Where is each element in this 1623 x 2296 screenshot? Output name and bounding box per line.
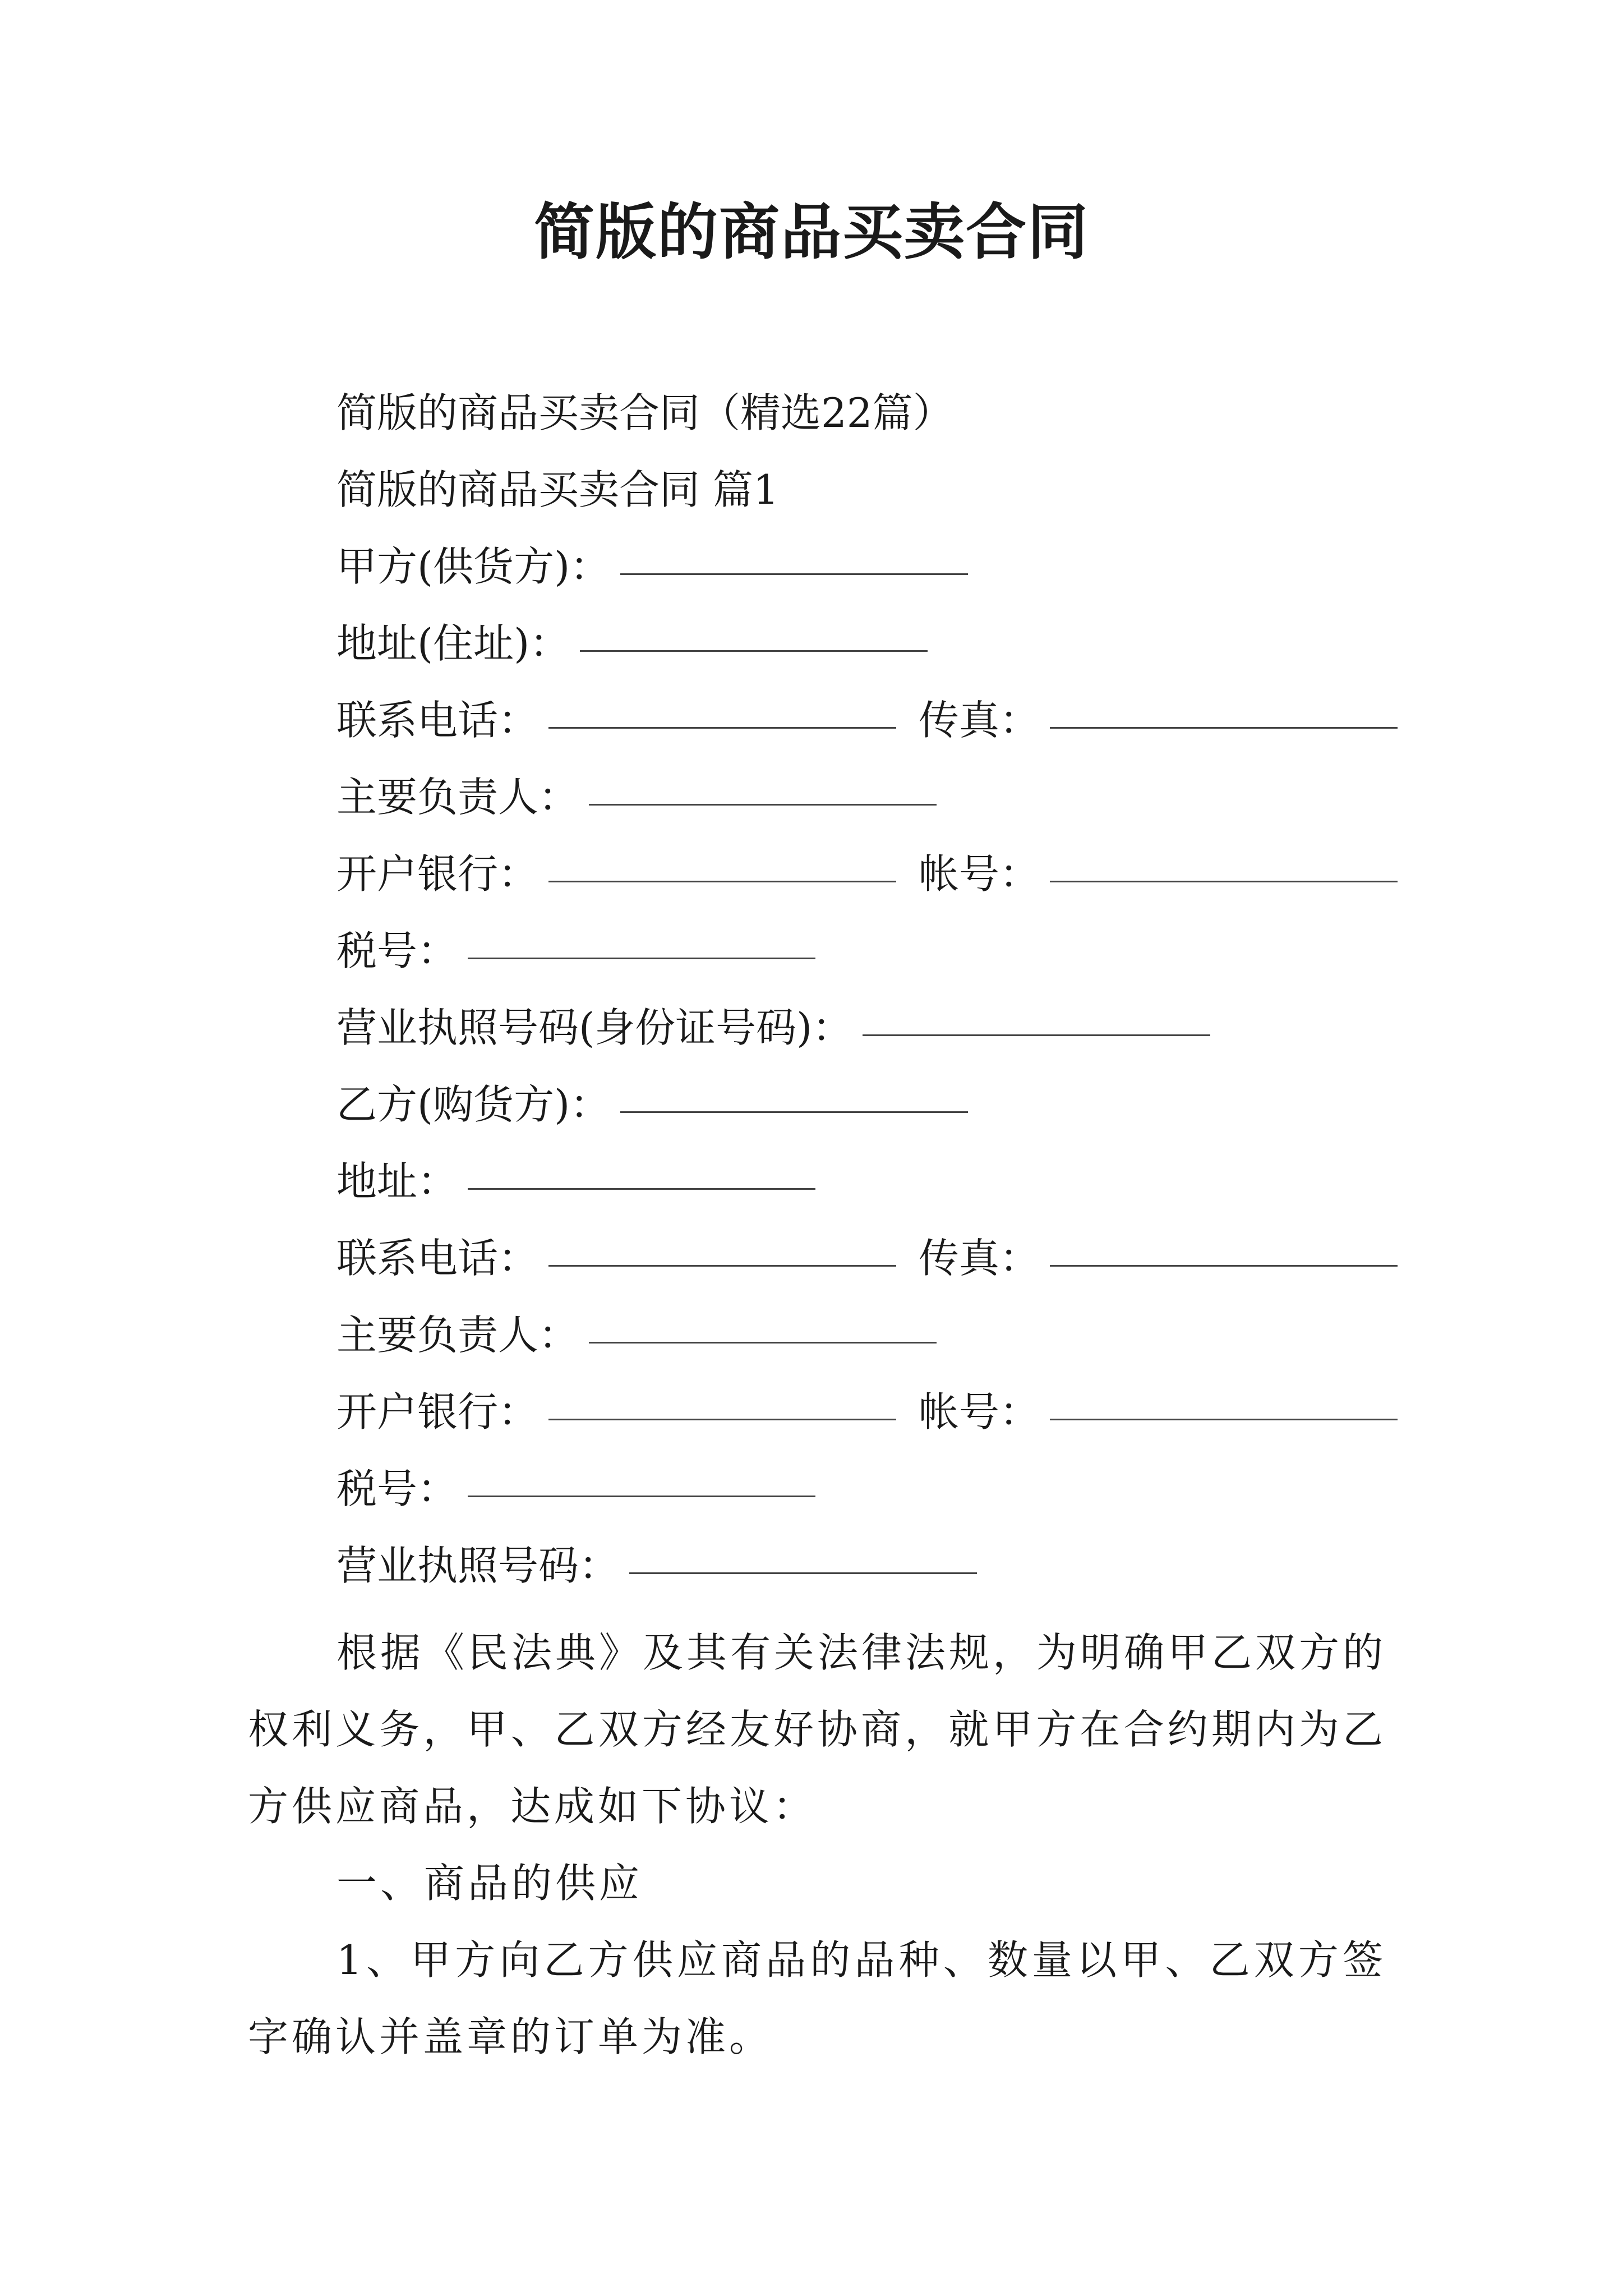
party-b-tax-label: 税号：: [336, 1465, 458, 1512]
party-a-tax-row: [336, 923, 815, 979]
party-a-license-row: [336, 1000, 1210, 1056]
party-a-license-label: 营业执照号码(身份证号码)：: [336, 1004, 853, 1051]
party-b-person-row: [336, 1307, 937, 1363]
party-b-phone-row: [336, 1230, 1398, 1286]
party-a-phone-label: 联系电话：: [336, 697, 539, 744]
party-a-license-blank[interactable]: [863, 1034, 1210, 1036]
party-a-tax-blank[interactable]: [468, 958, 815, 959]
party-a-label: 甲方(供货方)：: [336, 543, 611, 590]
party-b-name-row: [336, 1076, 968, 1133]
party-b-bank-blank[interactable]: [548, 1419, 896, 1420]
party-b-license-row: [336, 1538, 977, 1594]
party-b-address-blank[interactable]: [468, 1188, 815, 1190]
party-b-license-blank[interactable]: [629, 1572, 977, 1574]
document-subtitle: 简版的商品买卖合同（精选22篇）: [336, 389, 953, 436]
party-a-tax-label: 税号：: [336, 927, 458, 974]
party-b-name-blank[interactable]: [620, 1111, 968, 1113]
party-a-bank-blank[interactable]: [548, 881, 896, 882]
intro-paragraph: 根据《民法典》及其有关法律法规，为明确甲乙双方的权利义务，甲、乙双方经友好协商，就甲方在合约期内为乙方供应商品，达成如下协议：: [248, 1629, 1387, 1830]
party-a-name-blank[interactable]: [620, 573, 968, 575]
party-b-person-label: 主要负责人：: [336, 1312, 579, 1359]
party-b-label: 乙方(购货方)：: [336, 1081, 611, 1128]
party-b-address-label: 地址：: [336, 1158, 458, 1205]
party-a-address-row: [336, 615, 928, 671]
party-a-fax-label: 传真：: [919, 697, 1040, 744]
party-a-address-label: 地址(住址)：: [336, 620, 570, 667]
party-a-person-blank[interactable]: [589, 804, 937, 806]
party-a-person-label: 主要负责人：: [336, 774, 579, 821]
clause-1-paragraph: 1、甲方向乙方供应商品的品种、数量以甲、乙双方签字确认并盖章的订单为准。: [248, 1936, 1386, 2060]
party-b-bank-row: [336, 1384, 1398, 1440]
section-heading: 简版的商品买卖合同 篇1: [336, 466, 779, 513]
party-b-tax-blank[interactable]: [468, 1496, 815, 1497]
party-a-address-blank[interactable]: [580, 650, 928, 652]
party-b-fax-blank[interactable]: [1050, 1265, 1398, 1267]
document-title: 简版的商品买卖合同: [533, 197, 1089, 268]
party-b-phone-blank[interactable]: [548, 1265, 896, 1267]
party-b-account-blank[interactable]: [1050, 1419, 1398, 1420]
party-b-bank-label: 开户银行：: [336, 1388, 539, 1435]
party-b-account-label: 帐号：: [919, 1388, 1040, 1435]
party-a-fax-blank[interactable]: [1050, 727, 1398, 729]
party-a-account-blank[interactable]: [1050, 881, 1398, 882]
party-a-name-row: [336, 539, 968, 595]
party-b-fax-label: 传真：: [919, 1235, 1040, 1282]
party-a-bank-label: 开户银行：: [336, 850, 539, 898]
party-a-phone-row: [336, 692, 1398, 748]
party-a-account-label: 帐号：: [919, 850, 1040, 898]
party-a-person-row: [336, 769, 937, 825]
party-a-phone-blank[interactable]: [548, 727, 896, 729]
clause-heading: 一、商品的供应: [336, 1860, 643, 1907]
party-a-bank-row: [336, 846, 1398, 902]
party-b-tax-row: [336, 1461, 815, 1517]
party-b-address-row: [336, 1153, 815, 1209]
party-b-license-label: 营业执照号码：: [336, 1542, 620, 1589]
party-b-phone-label: 联系电话：: [336, 1235, 539, 1282]
party-b-person-blank[interactable]: [589, 1342, 937, 1343]
